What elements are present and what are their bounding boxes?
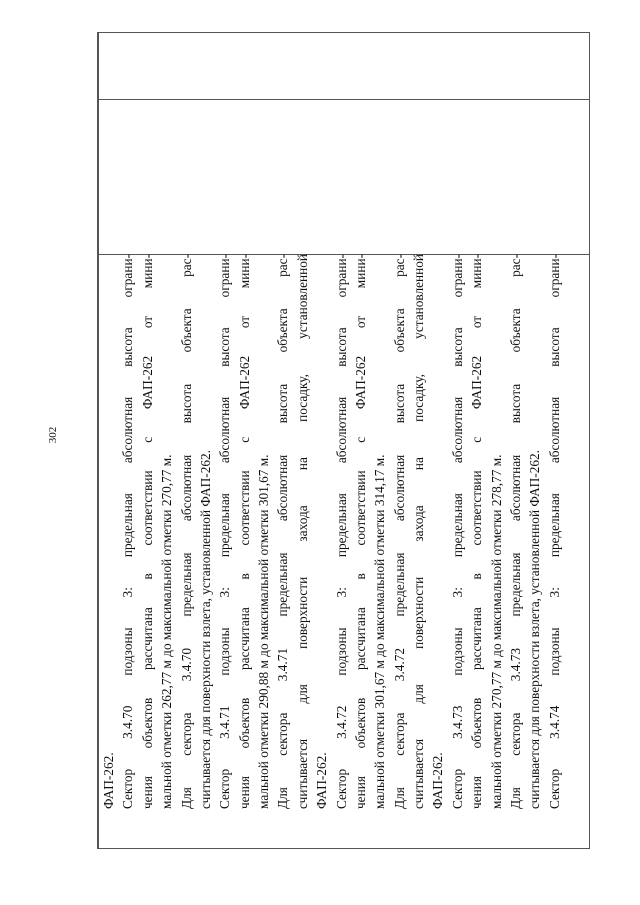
text-line: мальной отметки 290,88 м до максимальной отметки 301,67 м. bbox=[256, 454, 271, 809]
text-line: Для сектора 3.4.70 предельная абсолютная высота объекта рас- bbox=[178, 254, 194, 809]
text-line: ФАП-262. bbox=[430, 752, 446, 809]
text-line: считывается для поверхности захода на посадку, установленной bbox=[294, 254, 310, 809]
text-line: считывается для поверхности взлета, установленной ФАП-262. bbox=[197, 450, 213, 809]
table-row-divider bbox=[98, 99, 589, 100]
text-line: Сектор 3.4.72 подзоны 3: предельная абсолютная высота ограни- bbox=[333, 254, 349, 809]
text-line: мальной отметки 262,77 м до максимальной отметки 270,77 м. bbox=[159, 454, 175, 809]
text-line: Для сектора 3.4.72 предельная абсолютная высота объекта рас- bbox=[391, 254, 407, 809]
text-line: чения объектов рассчитана в соответствии с ФАП-262 от мини- bbox=[139, 254, 155, 809]
text-line: Сектор 3.4.74 подзоны 3: предельная абсолютная высота ограни- bbox=[546, 254, 562, 809]
text-line: чения объектов рассчитана в соответствии с ФАП-262 от мини- bbox=[469, 254, 485, 809]
text-line: чения объектов рассчитана в соответствии с ФАП-262 от мини- bbox=[352, 254, 368, 809]
text-line: чения объектов рассчитана в соответствии с ФАП-262 от мини- bbox=[236, 254, 252, 809]
text-line: ФАП-262. bbox=[314, 752, 330, 809]
text-line: Сектор 3.4.73 подзоны 3: предельная абсолютная высота ограни- bbox=[449, 254, 465, 809]
text-line: мальной отметки 301,67 м до максимальной отметки 314,17 м. bbox=[372, 454, 388, 809]
text-line: Сектор 3.4.71 подзоны 3: предельная абсолютная высота ограни- bbox=[217, 254, 233, 809]
text-line: Сектор 3.4.70 подзоны 3: предельная абсолютная высота ограни- bbox=[120, 254, 136, 809]
text-line: Для сектора 3.4.71 предельная абсолютная высота объекта рас- bbox=[275, 254, 291, 809]
text-line: считывается для поверхности взлета, установленной ФАП-262. bbox=[527, 450, 543, 809]
text-line: Для сектора 3.4.73 предельная абсолютная высота объекта рас- bbox=[507, 254, 523, 809]
text-line: считывается для поверхности захода на посадку, установленной bbox=[411, 254, 426, 809]
text-line: ФАП-262. bbox=[101, 752, 116, 809]
document-table bbox=[97, 32, 590, 849]
table-text-cell bbox=[99, 254, 583, 809]
page-number: 302 bbox=[47, 426, 59, 444]
text-line: мальной отметки 270,77 м до максимальной отметки 278,77 м. bbox=[488, 454, 504, 809]
